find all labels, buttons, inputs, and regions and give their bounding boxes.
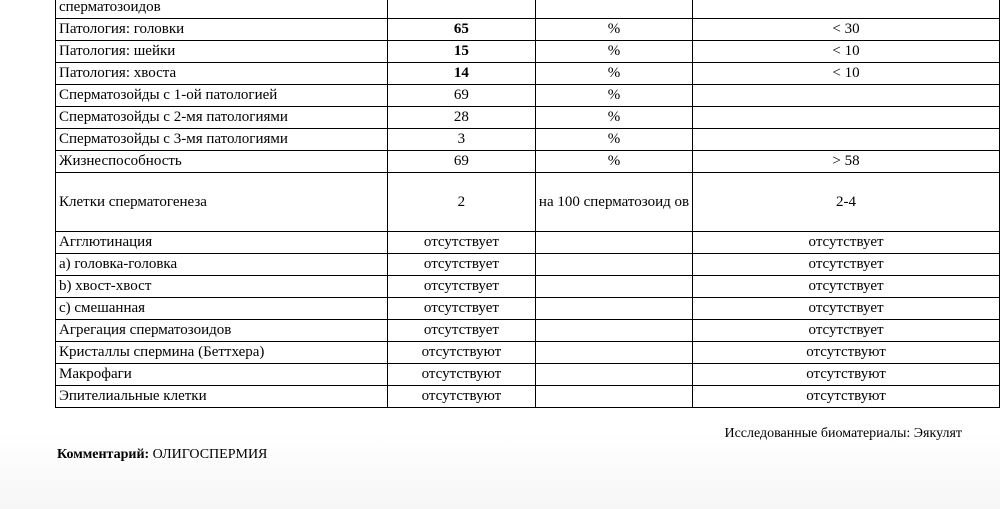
result-value-cell: 28 [387, 107, 535, 129]
table-row [56, 320, 1000, 342]
reference-range-cell: отсутствует [693, 254, 1000, 276]
table-row [56, 19, 1000, 41]
results-table-body [56, 0, 1000, 408]
reference-range-cell: < 30 [693, 19, 1000, 41]
reference-range-cell: < 10 [693, 63, 1000, 85]
result-value-cell: отсутствует [387, 320, 535, 342]
parameter-name-cell: Эпителиальные клетки [56, 386, 388, 408]
parameter-name-cell: Сперматозойды с 1-ой патологией [56, 85, 388, 107]
table-row [56, 276, 1000, 298]
result-value-cell: 69 [387, 85, 535, 107]
reference-range-cell [693, 129, 1000, 151]
reference-range-cell: отсутствует [693, 276, 1000, 298]
reference-range-cell: < 10 [693, 41, 1000, 63]
reference-range-cell: отсутствует [693, 232, 1000, 254]
results-table [55, 0, 1000, 408]
unit-cell [535, 232, 692, 254]
parameter-name-cell: Агрегация сперматозоидов [56, 320, 388, 342]
result-value-cell: 69 [387, 151, 535, 173]
table-row [56, 232, 1000, 254]
unit-cell: % [535, 151, 692, 173]
result-value-cell: 2 [387, 173, 535, 232]
unit-cell [535, 364, 692, 386]
result-value-cell: отсутствует [387, 254, 535, 276]
unit-cell [535, 298, 692, 320]
reference-range-cell [693, 85, 1000, 107]
reference-range-cell: отсутствует [693, 320, 1000, 342]
table-row [56, 298, 1000, 320]
parameter-name-cell: Агглютинация [56, 232, 388, 254]
result-value-cell: 14 [387, 63, 535, 85]
reference-range-cell: отсутствуют [693, 386, 1000, 408]
result-value-cell: 15 [387, 41, 535, 63]
unit-cell: % [535, 129, 692, 151]
parameter-name-cell: Жизнеспособность [56, 151, 388, 173]
table-row [56, 107, 1000, 129]
parameter-name-cell: c) смешанная [56, 298, 388, 320]
unit-cell [535, 254, 692, 276]
result-value-cell [387, 0, 535, 19]
reference-range-cell [693, 0, 1000, 19]
reference-range-cell: 2-4 [693, 173, 1000, 232]
result-value-cell: отсутствует [387, 232, 535, 254]
unit-cell: % [535, 85, 692, 107]
parameter-name-cell: сперматозоидов [56, 0, 388, 19]
comment-text: ОЛИГОСПЕРМИЯ [152, 447, 268, 462]
unit-cell: на 100 сперматозоид ов [535, 173, 692, 232]
comment-label: Комментарий: [57, 447, 150, 462]
unit-cell: % [535, 41, 692, 63]
reference-range-cell: отсутствуют [693, 364, 1000, 386]
table-row [56, 386, 1000, 408]
table-row [56, 342, 1000, 364]
unit-cell [535, 0, 692, 19]
parameter-name-cell: b) хвост-хвост [56, 276, 388, 298]
result-value-cell: 65 [387, 19, 535, 41]
parameter-name-cell: Патология: шейки [56, 41, 388, 63]
parameter-name-cell: Патология: головки [56, 19, 388, 41]
result-value-cell: отсутствует [387, 276, 535, 298]
result-value-cell: отсутствуют [387, 386, 535, 408]
reference-range-cell: отсутствует [693, 298, 1000, 320]
result-value-cell: отсутствуют [387, 364, 535, 386]
table-row [56, 63, 1000, 85]
unit-cell: % [535, 19, 692, 41]
table-row [56, 151, 1000, 173]
reference-range-cell: отсутствуют [693, 342, 1000, 364]
table-row [56, 41, 1000, 63]
result-value-cell: отсутствуют [387, 342, 535, 364]
unit-cell: % [535, 63, 692, 85]
parameter-name-cell: а) головка-головка [56, 254, 388, 276]
parameter-name-cell: Кристаллы спермина (Беттхера) [56, 342, 388, 364]
unit-cell [535, 320, 692, 342]
unit-cell [535, 386, 692, 408]
parameter-name-cell: Сперматозойды с 2-мя патологиями [56, 107, 388, 129]
table-row [56, 254, 1000, 276]
table-row [56, 173, 1000, 232]
biomaterial-note: Исследованные биоматериалы: Эякулят [724, 426, 962, 441]
reference-range-cell [693, 107, 1000, 129]
unit-cell [535, 276, 692, 298]
table-row [56, 364, 1000, 386]
comment [57, 447, 267, 463]
table-row [56, 85, 1000, 107]
result-value-cell: 3 [387, 129, 535, 151]
result-value-cell: отсутствует [387, 298, 535, 320]
reference-range-cell: > 58 [693, 151, 1000, 173]
unit-cell [535, 342, 692, 364]
parameter-name-cell: Макрофаги [56, 364, 388, 386]
table-row [56, 129, 1000, 151]
parameter-name-cell: Сперматозойды с 3-мя патологиями [56, 129, 388, 151]
unit-cell: % [535, 107, 692, 129]
parameter-name-cell: Патология: хвоста [56, 63, 388, 85]
parameter-name-cell: Клетки сперматогенеза [56, 173, 388, 232]
table-row [56, 0, 1000, 19]
